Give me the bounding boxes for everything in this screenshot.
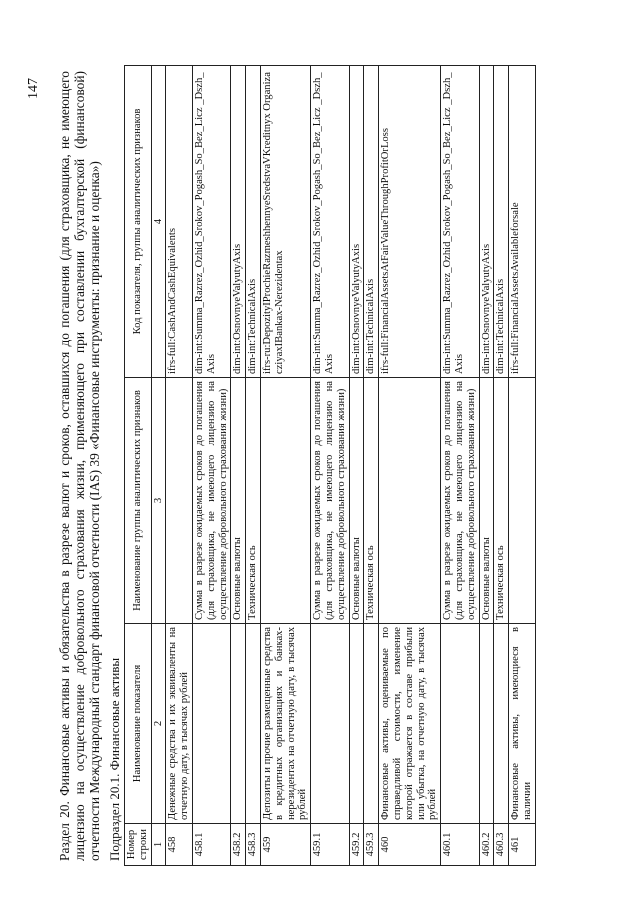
- row-number-cell: 459.1: [311, 824, 349, 866]
- header-row-number: Номер строки: [125, 824, 152, 866]
- row-number-cell: 460.1: [441, 824, 479, 866]
- indicator-name-cell: Финансовые активы, имеющиеся в наличии: [509, 624, 536, 824]
- code-cell: dim-int:TechnicalAxis: [246, 66, 261, 378]
- code-cell: dim-int:TechnicalAxis: [494, 66, 509, 378]
- group-name-cell: Основные валюты: [349, 378, 364, 624]
- group-name-cell: Основные валюты: [479, 378, 494, 624]
- row-number-cell: 458.3: [246, 824, 261, 866]
- row-number-cell: 461: [509, 824, 536, 866]
- assets-table: [124, 65, 536, 866]
- table-row: [311, 66, 349, 866]
- row-number-cell: 458: [166, 824, 193, 866]
- code-cell: dim-int:OsnovnyeValyutyAxis: [349, 66, 364, 378]
- indicator-name-cell: [192, 624, 230, 824]
- indicator-name-cell: Денежные средства и их эквиваленты на отчетную дату, в тысячах рублей: [166, 624, 193, 824]
- row-number-cell: 458.1: [192, 824, 230, 866]
- indicator-name-cell: [364, 624, 379, 824]
- table-row: [260, 66, 310, 866]
- table-row: [441, 66, 479, 866]
- group-name-cell: Основные валюты: [231, 378, 246, 624]
- code-cell: ifrs-full:FinancialAssetsAvailableforsale: [509, 66, 536, 378]
- indicator-name-cell: [349, 624, 364, 824]
- indicator-name-cell: [479, 624, 494, 824]
- code-cell: dim-int:Summa_Razrez_Ozhid_Srokov_Pogash_So_Bez_Licz _Dszh_Axis: [192, 66, 230, 378]
- code-cell: ifrs-ru:DepozityIProchieRazmeshhennyeSredstvaVKreditnyx OrganizacziyaxIBankax-Nerezidentax: [260, 66, 310, 378]
- section-heading: Раздел 20. Финансовые активы и обязательства в разрезе валют и сроков, оставшихся до погашения (для страховщика, не имеющего лицензию на осуществление добровольного страхования жизни, применяющего при составлении бухгалтерской (финансовой) отчетности Международный стандарт финансовой отчетности (IAS) 39 «Финансовые инструменты: признание и оценка»): [57, 71, 103, 861]
- group-name-cell: Техническая ось: [494, 378, 509, 624]
- row-number-cell: 460.2: [479, 824, 494, 866]
- code-cell: dim-int:TechnicalAxis: [364, 66, 379, 378]
- table-row: [479, 66, 494, 866]
- header-indicator-name: Наименование показателя: [125, 624, 152, 824]
- header-group-name: Наименование группы аналитических признаков: [125, 378, 152, 624]
- group-name-cell: Сумма в разрезе ожидаемых сроков до погашения (для страховщика, не имеющего лицензию на осуществление добровольного страхования жизни): [311, 378, 349, 624]
- row-number-cell: 459.3: [364, 824, 379, 866]
- group-name-cell: [260, 378, 310, 624]
- indicator-name-cell: [231, 624, 246, 824]
- group-name-cell: Сумма в разрезе ожидаемых сроков до погашения (для страховщика, не имеющего лицензию на осуществление добровольного страхования жизни): [192, 378, 230, 624]
- table-row: [349, 66, 364, 866]
- header-code: Код показателя, группы аналитических признаков: [125, 66, 152, 378]
- column-number: 4: [151, 66, 166, 378]
- code-cell: dim-int:Summa_Razrez_Ozhid_Srokov_Pogash_So_Bez_Licz _Dszh_Axis: [311, 66, 349, 378]
- page-number: 147: [26, 78, 41, 99]
- indicator-name-cell: [494, 624, 509, 824]
- code-cell: ifrs-full:CashAndCashEquivalents: [166, 66, 193, 378]
- table-row: [231, 66, 246, 866]
- indicator-name-cell: Финансовые активы, оцениваемые по справедливой стоимости, изменение которой отражается в составе прибыли или убытка, на отчетную дату, в тысячах рублей: [379, 624, 441, 824]
- indicator-name-cell: Депозиты и прочие размещенные средства в кредитных организациях и банках-нерезидентах на отчетную дату, в тысячах рублей: [260, 624, 310, 824]
- table-row: [364, 66, 379, 866]
- row-number-cell: 460.3: [494, 824, 509, 866]
- table-row: [494, 66, 509, 866]
- table-row: [166, 66, 193, 866]
- column-number: 2: [151, 624, 166, 824]
- row-number-cell: 459.2: [349, 824, 364, 866]
- row-number-cell: 460: [379, 824, 441, 866]
- indicator-name-cell: [311, 624, 349, 824]
- indicator-name-cell: [441, 624, 479, 824]
- group-name-cell: [509, 378, 536, 624]
- group-name-cell: Техническая ось: [364, 378, 379, 624]
- table-row: [192, 66, 230, 866]
- code-cell: dim-int:OsnovnyeValyutyAxis: [231, 66, 246, 378]
- group-name-cell: Сумма в разрезе ожидаемых сроков до погашения (для страховщика, не имеющего лицензию на осуществление добровольного страхования жизни): [441, 378, 479, 624]
- column-number: 3: [151, 378, 166, 624]
- table-row: [379, 66, 441, 866]
- group-name-cell: [379, 378, 441, 624]
- code-cell: dim-int:OsnovnyeValyutyAxis: [479, 66, 494, 378]
- row-number-cell: 459: [260, 824, 310, 866]
- group-name-cell: Техническая ось: [246, 378, 261, 624]
- table-header-row: [125, 66, 152, 866]
- code-cell: dim-int:Summa_Razrez_Ozhid_Srokov_Pogash_So_Bez_Licz _Dszh_Axis: [441, 66, 479, 378]
- code-cell: ifrs-full:FinancialAssetsAtFairValueThroughProfitOrLoss: [379, 66, 441, 378]
- column-number: 1: [151, 824, 166, 866]
- table-row: [509, 66, 536, 866]
- subsection-title: Подраздел 20.1. Финансовые активы: [107, 657, 122, 861]
- group-name-cell: [166, 378, 193, 624]
- column-number-row: [151, 66, 166, 866]
- table-row: [246, 66, 261, 866]
- indicator-name-cell: [246, 624, 261, 824]
- row-number-cell: 458.2: [231, 824, 246, 866]
